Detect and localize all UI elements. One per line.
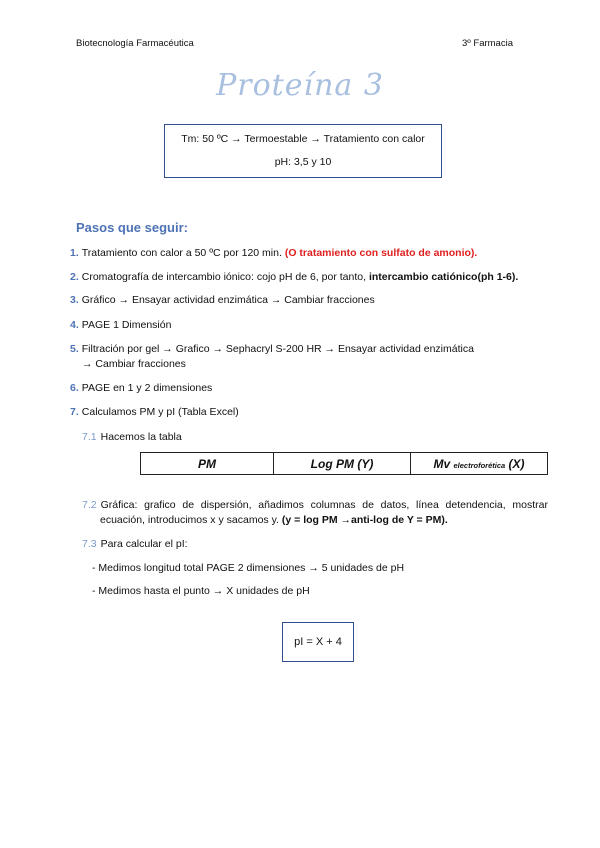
step-text: Gráfico → Ensayar actividad enzimática → Cambiar fracciones [81, 294, 375, 306]
section-title: Pasos que seguir: [76, 220, 188, 235]
step-number: 5. [70, 343, 79, 355]
substep-number: 7.3 [82, 538, 97, 550]
table-row [141, 453, 548, 475]
table-header-logpm: Log PM (Y) [274, 453, 411, 475]
substep-7-1 [82, 430, 182, 445]
step-number: 1. [70, 247, 79, 259]
step-bold: intercambio catiónico(ph 1-6). [368, 271, 519, 283]
summary-line-ph: pH: 3,5 y 10 [274, 156, 332, 168]
substep-number: 7.2 [82, 499, 97, 511]
step-text: Filtración por gel → Grafico → Sephacryl S-200 HR → Ensayar actividad enzimática [81, 343, 474, 355]
bullet-longitud: - Medimos longitud total PAGE 2 dimensiones → 5 unidades de pH [92, 562, 405, 574]
step-5 [70, 342, 550, 372]
step-2 [70, 270, 550, 285]
table-header-pm: PM [141, 453, 274, 475]
substep-7-2 [82, 498, 548, 528]
header-course: 3º Farmacia [462, 38, 513, 49]
page-title: Proteína 3 [216, 68, 384, 103]
substep-text: Hacemos la tabla [100, 431, 182, 443]
step-text: PAGE en 1 y 2 dimensiones [81, 382, 213, 394]
step-number: 3. [70, 294, 79, 306]
pm-table [140, 452, 548, 475]
step-text: Cromatografía de intercambio iónico: cojo pH de 6, por tanto, [81, 271, 367, 283]
substep-7-2-line1 [82, 498, 548, 513]
formula-box: pI = X + 4 [282, 622, 354, 662]
summary-line-tm: Tm: 50 ºC → Termoestable → Tratamiento con calor [181, 133, 425, 145]
step-1 [70, 246, 550, 261]
mv-x: (X) [508, 456, 525, 471]
step-number: 4. [70, 319, 79, 331]
bullet-punto: - Medimos hasta el punto → X unidades de pH [92, 585, 310, 597]
mv-label: Mv [433, 456, 451, 471]
step-6 [70, 381, 550, 396]
step-text-continued: → Cambiar fracciones [82, 358, 186, 370]
substep-text: Gráfica: grafico de dispersión, añadimos columnas de datos, línea detendencia, mostrar [100, 499, 548, 511]
substep-text-cont: ecuación, introducimos x y sacamos y. [100, 514, 279, 526]
step-4 [70, 318, 550, 333]
substep-7-2-line2 [82, 513, 548, 528]
step-text: Calculamos PM y pI (Tabla Excel) [81, 406, 239, 418]
step-number: 6. [70, 382, 79, 394]
step-highlight: (O tratamiento con sulfato de amonio). [284, 247, 478, 259]
table-header-mv [411, 453, 548, 475]
step-text: PAGE 1 Dimensión [81, 319, 172, 331]
step-number: 2. [70, 271, 79, 283]
mv-subscript: electroforética [453, 460, 506, 470]
substep-number: 7.1 [82, 431, 97, 443]
summary-box [164, 124, 442, 178]
substep-text: Para calcular el pI: [100, 538, 188, 550]
substep-formula: (y = log PM →anti-log de Y = PM). [281, 514, 448, 526]
step-number: 7. [70, 406, 79, 418]
step-text: Tratamiento con calor a 50 ºC por 120 min. [81, 247, 282, 259]
header-subject: Biotecnología Farmacéutica [76, 38, 194, 49]
step-7 [70, 405, 550, 420]
substep-7-3 [82, 537, 188, 552]
step-3 [70, 293, 550, 308]
